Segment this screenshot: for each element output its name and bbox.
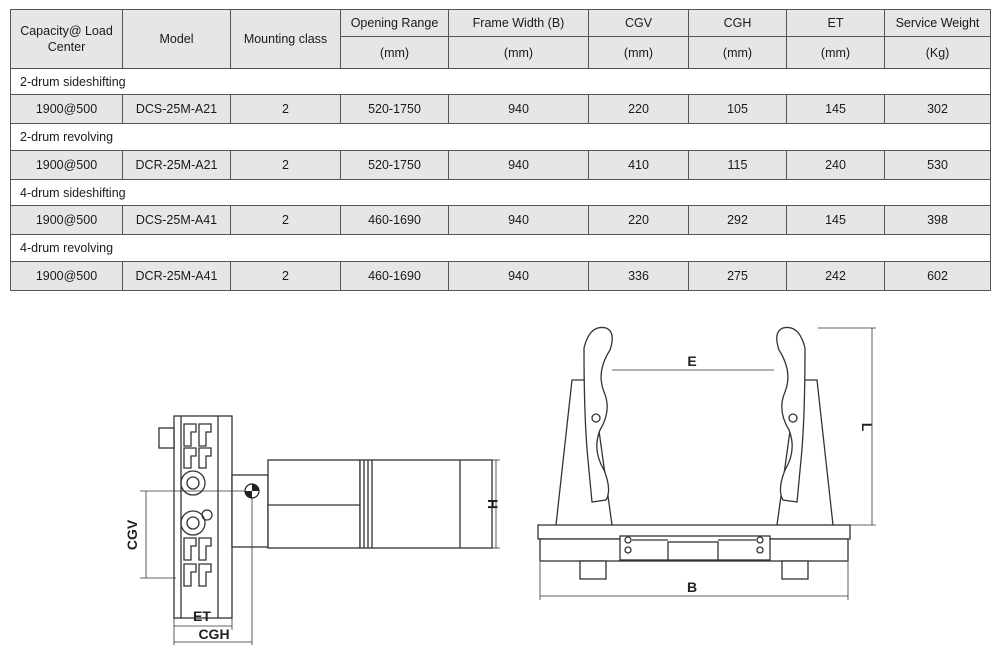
cell-cgv: 220 (589, 95, 689, 124)
group-label: 4-drum revolving (11, 235, 991, 261)
header-mounting-class: Mounting class (231, 10, 341, 69)
cell-weight: 602 (885, 261, 991, 290)
cell-opening: 520-1750 (341, 95, 449, 124)
header-cgh: CGH (689, 10, 787, 37)
cell-capacity: 1900@500 (11, 95, 123, 124)
cell-et: 240 (787, 150, 885, 179)
cell-model: DCS-25M-A21 (123, 95, 231, 124)
table-row (11, 261, 991, 290)
cell-cgh: 292 (689, 206, 787, 235)
cell-capacity: 1900@500 (11, 261, 123, 290)
cell-et: 145 (787, 206, 885, 235)
header-model: Model (123, 10, 231, 69)
cell-frame-width: 940 (449, 95, 589, 124)
cell-weight: 398 (885, 206, 991, 235)
cell-cgh: 115 (689, 150, 787, 179)
cell-opening: 520-1750 (341, 150, 449, 179)
header-service-weight: Service Weight (885, 10, 991, 37)
unit-et: (mm) (787, 37, 885, 69)
unit-frame-width: (mm) (449, 37, 589, 69)
unit-cgv: (mm) (589, 37, 689, 69)
cell-weight: 530 (885, 150, 991, 179)
h-label: H (485, 498, 501, 510)
cell-cgv: 220 (589, 206, 689, 235)
header-opening-range: Opening Range (341, 10, 449, 37)
unit-weight: (Kg) (885, 37, 991, 69)
group-label: 2-drum revolving (11, 124, 991, 150)
cgh-label: CGH (198, 626, 230, 642)
cell-opening: 460-1690 (341, 206, 449, 235)
technical-drawing (0, 300, 1000, 650)
header-cgv: CGV (589, 10, 689, 37)
unit-cgh: (mm) (689, 37, 787, 69)
unit-opening: (mm) (341, 37, 449, 69)
cell-frame-width: 940 (449, 206, 589, 235)
et-label: ET (193, 608, 211, 624)
cell-capacity: 1900@500 (11, 150, 123, 179)
cell-mounting: 2 (231, 150, 341, 179)
cell-opening: 460-1690 (341, 261, 449, 290)
header-frame-width: Frame Width (B) (449, 10, 589, 37)
cell-et: 145 (787, 95, 885, 124)
l-label: L (859, 422, 875, 432)
cell-mounting: 2 (231, 206, 341, 235)
cell-capacity: 1900@500 (11, 206, 123, 235)
cell-frame-width: 940 (449, 150, 589, 179)
b-label: B (686, 579, 698, 595)
cell-cgh: 275 (689, 261, 787, 290)
cell-cgv: 336 (589, 261, 689, 290)
cell-frame-width: 940 (449, 261, 589, 290)
cell-model: DCS-25M-A41 (123, 206, 231, 235)
front-view-drawing (538, 327, 876, 600)
spec-table (10, 9, 991, 291)
group-label: 4-drum sideshifting (11, 179, 991, 205)
group-label: 2-drum sideshifting (11, 69, 991, 95)
table-row (11, 95, 991, 124)
cgv-label: CGV (124, 519, 140, 551)
center-of-gravity-icon (245, 484, 259, 498)
cell-weight: 302 (885, 95, 991, 124)
cell-mounting: 2 (231, 261, 341, 290)
table-row (11, 150, 991, 179)
cell-cgv: 410 (589, 150, 689, 179)
table-row (11, 206, 991, 235)
cell-model: DCR-25M-A41 (123, 261, 231, 290)
header-et: ET (787, 10, 885, 37)
header-capacity: Capacity@ Load Center (11, 10, 123, 69)
cell-model: DCR-25M-A21 (123, 150, 231, 179)
e-label: E (687, 353, 697, 369)
cell-cgh: 105 (689, 95, 787, 124)
cell-et: 242 (787, 261, 885, 290)
cell-mounting: 2 (231, 95, 341, 124)
